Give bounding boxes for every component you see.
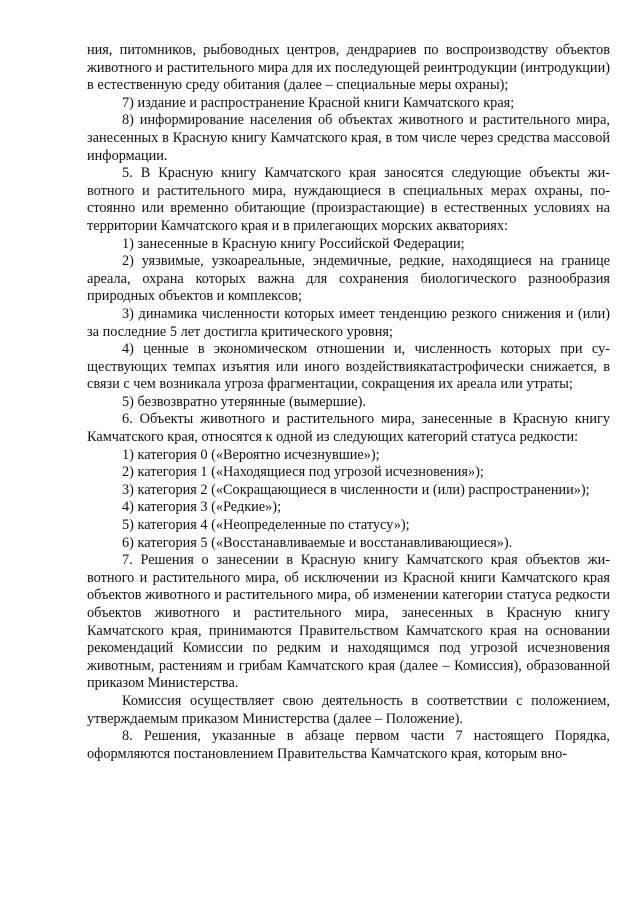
paragraph-category-4: 5) категория 4 («Неопределенные по статусу»); xyxy=(122,517,410,534)
paragraph-commission: Комиссия осуществляет свою деятельность в соответствии с положением, утверждаемым приказом Министерства (далее – Положение). xyxy=(87,692,610,727)
paragraph-section-5: 5. В Красную книгу Камчатского края заносятся следующие объекты животного и растительного мира, нуждающиеся в специальных мерах охраны, постоянно или временно обитающие (произрастающие) в естественных условиях на территории Камчатского края и в прилегающих морских акваториях: xyxy=(87,165,610,234)
paragraph-s5-item-5: 5) безвозвратно утерянные (вымершие). xyxy=(122,393,366,410)
paragraph-s5-item-4: 4) ценные в экономическом отношении и, численность которых при существующих темпах изъятия или иного воздействиякатастрофически снижается, в связи с чем возникала угроза фрагментации, сокращения их ареала или утраты; xyxy=(87,341,610,393)
paragraph-section-6: 6. Объекты животного и растительного мира, занесенные в Красную книгу Камчатского края, относятся к одной из следующих категорий статуса редкости: xyxy=(87,411,610,446)
paragraph-category-3: 4) категория 3 («Редкие»); xyxy=(122,499,282,516)
paragraph-category-1: 2) категория 1 («Находящиеся под угрозой исчезновения»); xyxy=(122,464,484,481)
paragraph-s5-item-2: 2) уязвимые, узкоареальные, эндемичные, редкие, находящиеся на границе ареала, охрана которых важна для сохранения биологического разнообразия природных объектов и комплексов; xyxy=(87,253,610,305)
paragraph-category-0: 1) категория 0 («Вероятно исчезнувшие»); xyxy=(122,446,380,463)
paragraph-category-5: 6) категория 5 («Восстанавливаемые и восстанавливающиеся»). xyxy=(122,534,513,551)
paragraph-category-2: 3) категория 2 («Сокращающиеся в численности и (или) распространении»); xyxy=(122,481,590,498)
paragraph-item-8: 8) информирование населения об объектах животного и растительного мира, занесенных в Красную книгу Камчатского края, в том числе через средства массовой информации. xyxy=(87,112,610,164)
paragraph-s5-item-3: 3) динамика численности которых имеет тенденцию резкого снижения и (или) за последние 5 лет достигла критического уровня; xyxy=(87,305,610,340)
paragraph-section-8: 8. Решения, указанные в абзаце первом части 7 настоящего Порядка, оформляются постановлением Правительства Камчатского края, которым вно- xyxy=(87,728,610,762)
paragraph-item-7: 7) издание и распространение Красной книги Камчатского края; xyxy=(122,94,515,111)
paragraph-section-7: 7. Решения о занесении в Красную книгу Камчатского края объектов животного и растительного мира, об исключении из Красной книги Камчатского края объектов животного и растительного мира, об изменении категории статуса редкости объектов животного и растительного мира, занесенных в Красную книгу Камчатского края, принимаются Правительством Камчатского края на основании рекомендаций Комиссии по редким и находящимся под угрозой исчезновения животным, растениям и грибам Камчатского края (далее – Комиссия), образованной приказом Министерства. xyxy=(87,552,610,692)
paragraph-s5-item-1: 1) занесенные в Красную книгу Российской Федерации; xyxy=(122,235,465,252)
paragraph-continuation: ния, питомников, рыбоводных центров, дендрариев по воспроизводству объектов животного и растительного мира для их последующей реинтродукции (интродукции) в естественную среду обитания (далее – специальные меры охраны); xyxy=(87,42,610,94)
